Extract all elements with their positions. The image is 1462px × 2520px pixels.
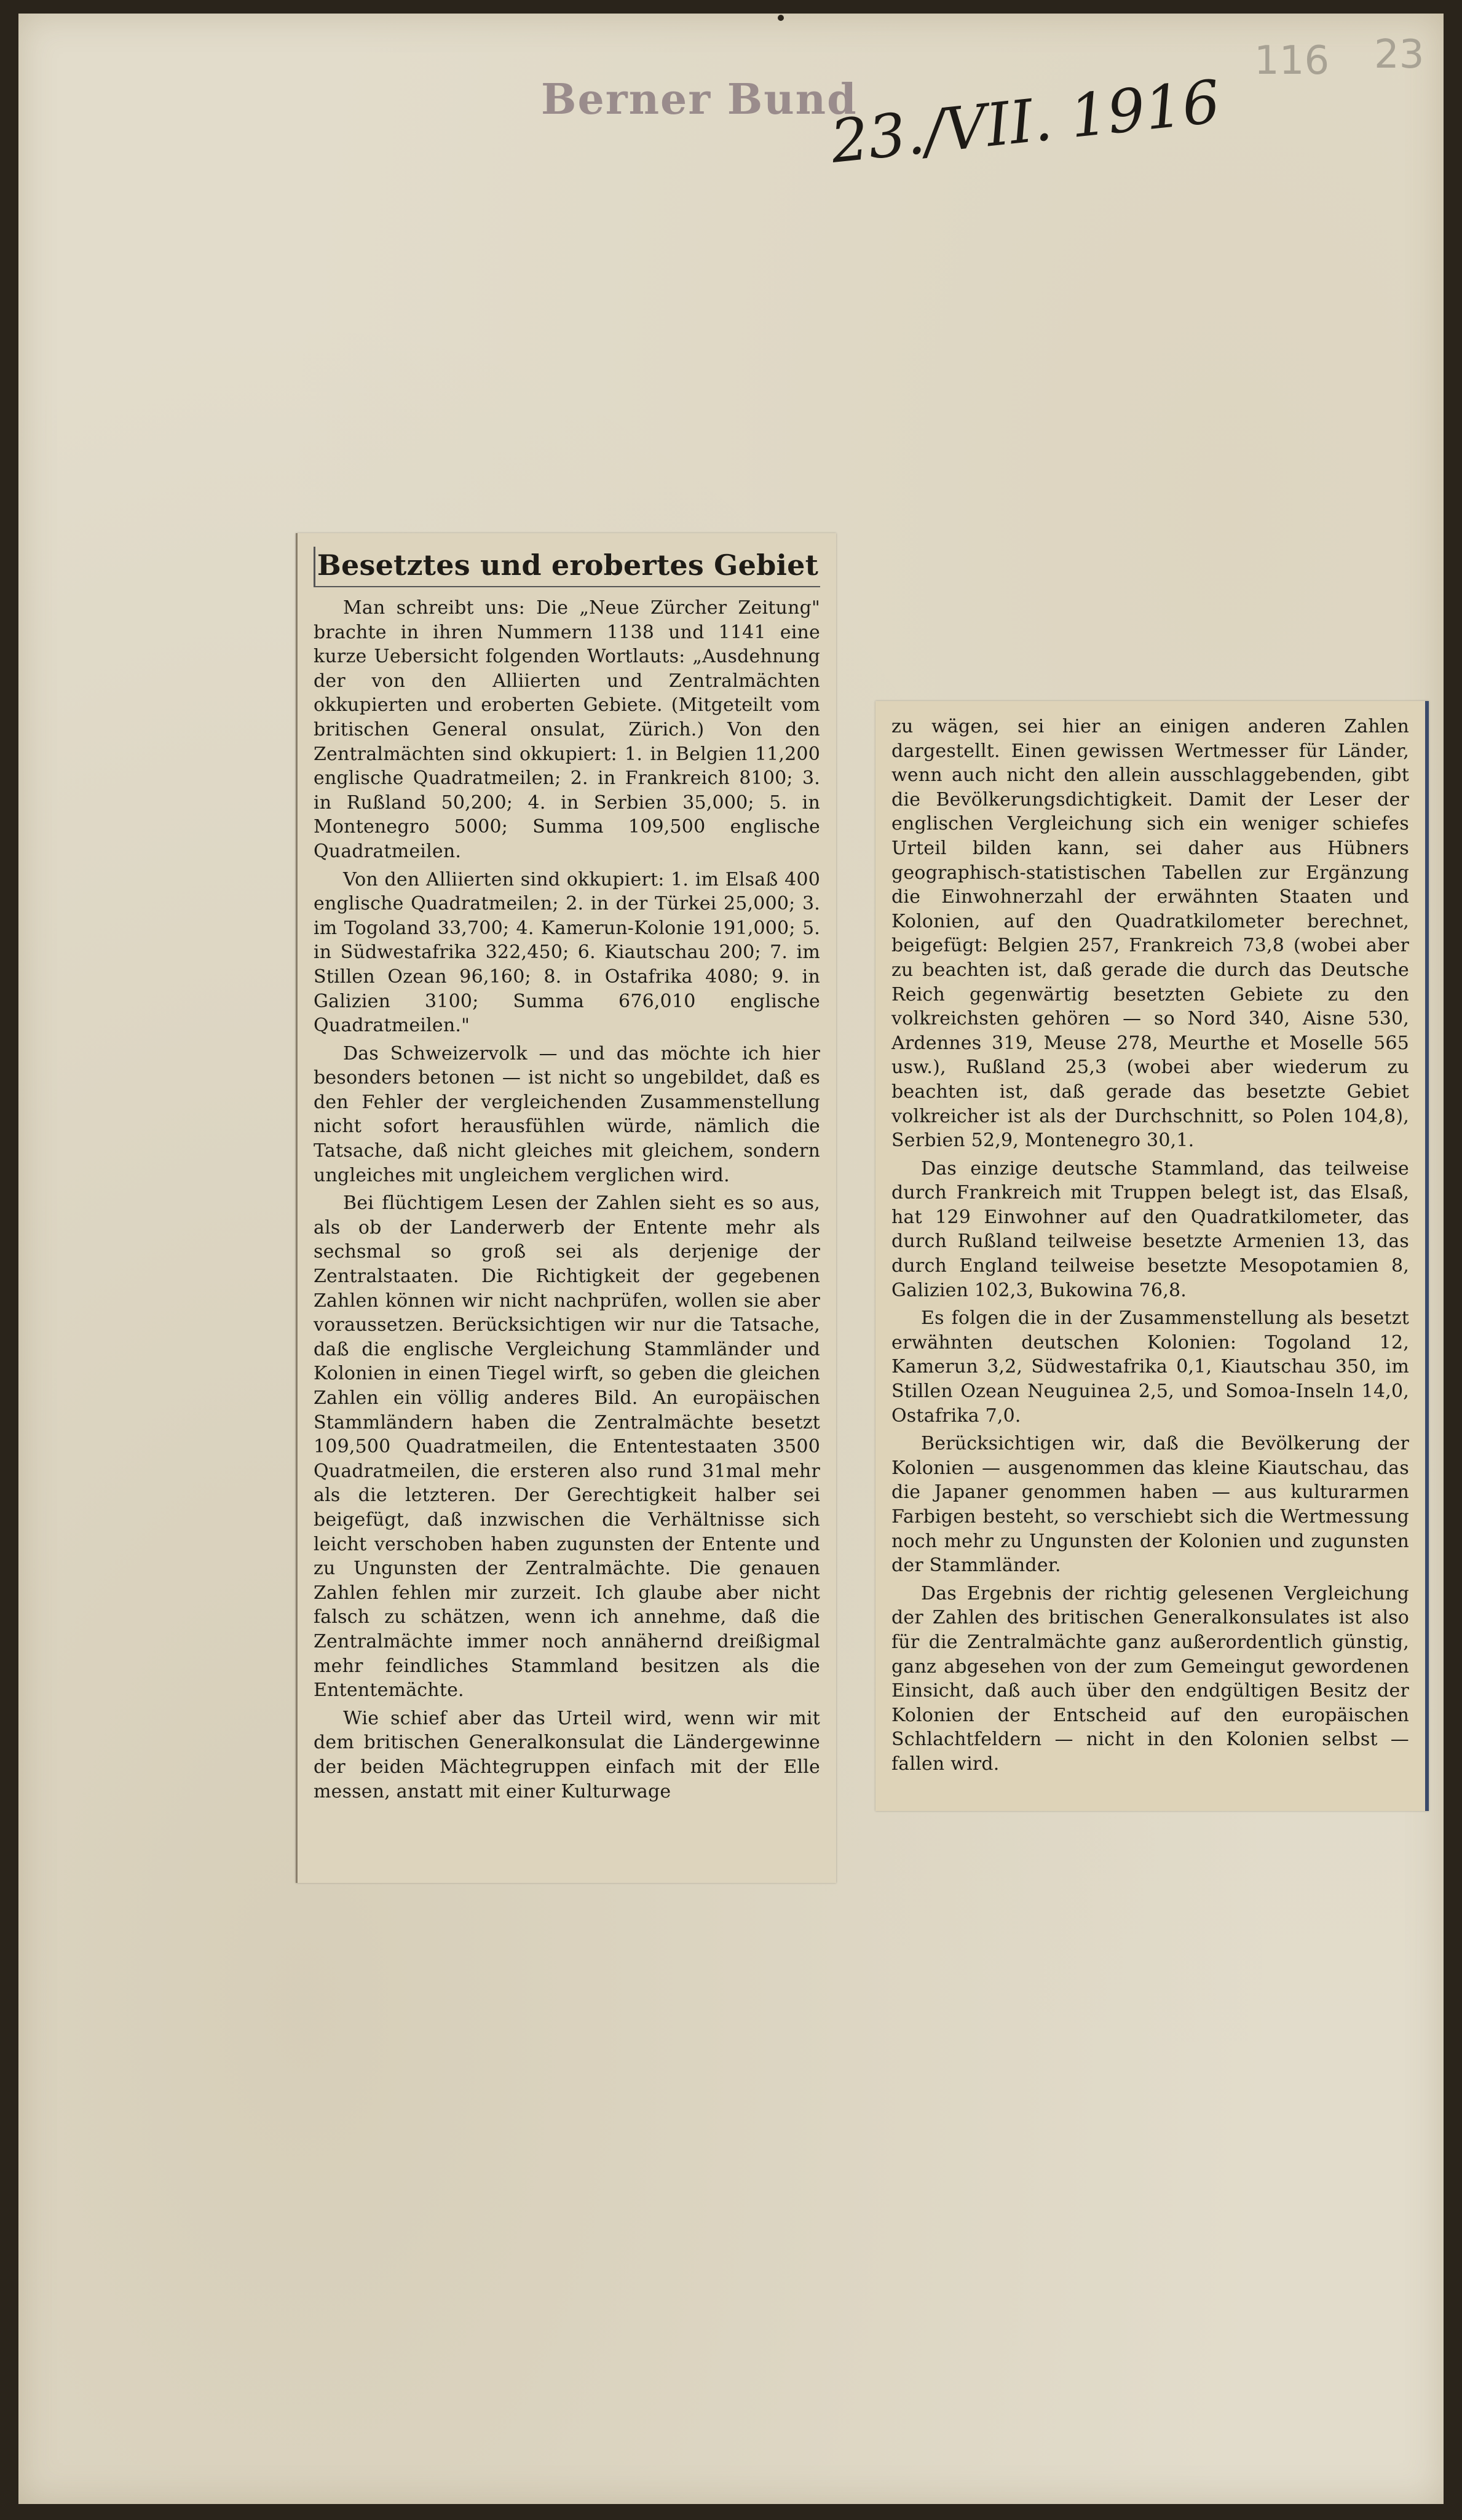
handwritten-date: 23./VII. 1916	[827, 67, 1223, 176]
article-paragraph: Berücksichtigen wir, daß die Bevölkerung der Kolonien — ausgenommen das kleine Kiautschau, das die Japaner genommen haben — aus kulturarmen Farbigen besteht, so verschiebt sich die Wertmessung noch mehr zu Ungunsten der Kolonien und zugunsten der Stammländer.	[891, 1433, 1409, 1577]
article-paragraph: Wie schief aber das Urteil wird, wenn wir mit dem britischen Generalkonsulat die Ländergewinne der beiden Mächtegruppen einfach mit der Elle messen, anstatt mit einer Kulturwage	[314, 1707, 820, 1802]
folio-number-secondary: 23	[1374, 32, 1424, 77]
article-paragraph: Man schreibt uns: Die „Neue Zürcher Zeitung" brachte in ihren Nummern 1138 und 1141 eine kurze Uebersicht folgenden Wortlauts: „Ausdehnung der von den Alliierten und Zentralmächten okkupierten und eroberten Gebiete. (Mitgeteilt vom britischen General onsulat, Zürich.) Von den Zentralmächten sind okkupiert: 1. in Belgien 11,200 englische Quadratmeilen; 2. in Frankreich 8100; 3. in Rußland 50,200; 4. in Serbien 35,000; 5. in Montenegro 5000; Summa 109,500 englische Quadratmeilen.	[314, 597, 820, 862]
article-title: Besetztes und erobertes Gebiet	[314, 547, 820, 587]
article-paragraph: Es folgen die in der Zusammenstellung als besetzt erwähnten deutschen Kolonien: Togoland 12, Kamerun 3,2, Südwestafrika 0,1, Kiautschau 350, im Stillen Ozean Neuguinea 2,5, und Somoa-Inseln 14,0, Ostafrika 7,0.	[891, 1307, 1409, 1427]
folio-number: 116	[1254, 38, 1330, 84]
archive-sheet	[18, 14, 1444, 2504]
clipping-left	[296, 533, 836, 1883]
punch-hole	[778, 15, 784, 21]
article-paragraph: Von den Alliierten sind okkupiert: 1. im Elsaß 400 englische Quadratmeilen; 2. in der Türkei 25,000; 3. im Togoland 33,700; 4. Kamerun-Kolonie 191,000; 5. in Südwestafrika 322,450; 6. Kiautschau 200; 7. im Stillen Ozean 96,160; 8. in Ostafrika 4080; 9. in Galizien 3100; Summa 676,010 englische Quadratmeilen."	[314, 868, 820, 1037]
article-paragraph: Das einzige deutsche Stammland, das teilweise durch Frankreich mit Truppen belegt ist, das Elsaß, hat 129 Einwohner auf den Quadratkilometer, das durch Rußland teilweise besetzte Armenien 13, das durch England teilweise besetzte Mesopotamien 8, Galizien 102,3, Bukowina 76,8.	[891, 1157, 1409, 1301]
article-paragraph: Bei flüchtigem Lesen der Zahlen sieht es so aus, als ob der Landerwerb der Entente mehr als sechsmal so groß sei als derjenige der Zentralstaaten. Die Richtigkeit der gegebenen Zahlen können wir nicht nachprüfen, wollen sie aber voraussetzen. Berücksichtigen wir nur die Tatsache, daß die englische Vergleichung Stammländer und Kolonien in einen Tiegel wirft, so geben die gleichen Zahlen ein völlig anderes Bild. An europäischen Stammländern haben die Zentralmächte besetzt 109,500 Quadratmeilen, die Ententestaaten 3500 Quadratmeilen, die ersteren also rund 31mal mehr als die letzteren. Der Gerechtigkeit halber sei beigefügt, daß inzwischen die Verhältnisse sich leicht verschoben haben zugunsten der Entente und zu Ungunsten der Zentralmächte. Die genauen Zahlen fehlen mir zurzeit. Ich glaube aber nicht falsch zu schätzen, wenn ich annehme, daß die Zentralmächte immer noch annähernd dreißigmal mehr feindliches Stammland besitzen als die Ententemächte.	[314, 1192, 820, 1702]
article-paragraph: Das Schweizervolk — und das möchte ich hier besonders betonen — ist nicht so ungebildet, daß es den Fehler der vergleichenden Zusammenstellung nicht sofort herausfühlen würde, nämlich die Tatsache, daß nicht gleiches mit gleichem, sondern ungleiches mit ungleichem verglichen wird.	[314, 1042, 820, 1186]
clipping-right	[875, 701, 1429, 1811]
article-paragraph: Das Ergebnis der richtig gelesenen Vergleichung der Zahlen des britischen Generalkonsulates ist also für die Zentralmächte ganz außerordentlich günstig, ganz abgesehen von der zum Gemeingut gewordenen Einsicht, daß auch über den endgültigen Besitz der Kolonien der Entscheid auf den europäischen Schlachtfeldern — nicht in den Kolonien selbst — fallen wird.	[891, 1582, 1409, 1775]
article-paragraph: zu wägen, sei hier an einigen anderen Zahlen dargestellt. Einen gewissen Wertmesser für Länder, wenn auch nicht den allein ausschlaggebenden, gibt die Bevölkerungsdichtigkeit. Damit der Leser der englischen Vergleichung sich ein weniger schiefes Urteil bilden kann, sei daher aus Hübners geographisch-statistischen Tabellen zur Ergänzung die Einwohnerzahl der erwähnten Staaten und Kolonien, auf den Quadratkilometer berechnet, beigefügt: Belgien 257, Frankreich 73,8 (wobei aber zu beachten ist, daß gerade die durch das Deutsche Reich gegenwärtig besetzten Gebiete zu den volkreichsten gehören — so Nord 340, Aisne 530, Ardennes 319, Meuse 278, Meurthe et Moselle 565 usw.), Rußland 25,3 (wobei aber wiederum zu beachten ist, daß gerade das besetzte Gebiet volkreicher ist als der Durchschnitt, so Polen 104,8), Serbien 52,9, Montenegro 30,1.	[891, 716, 1409, 1152]
newspaper-stamp: Berner Bund	[541, 75, 858, 124]
